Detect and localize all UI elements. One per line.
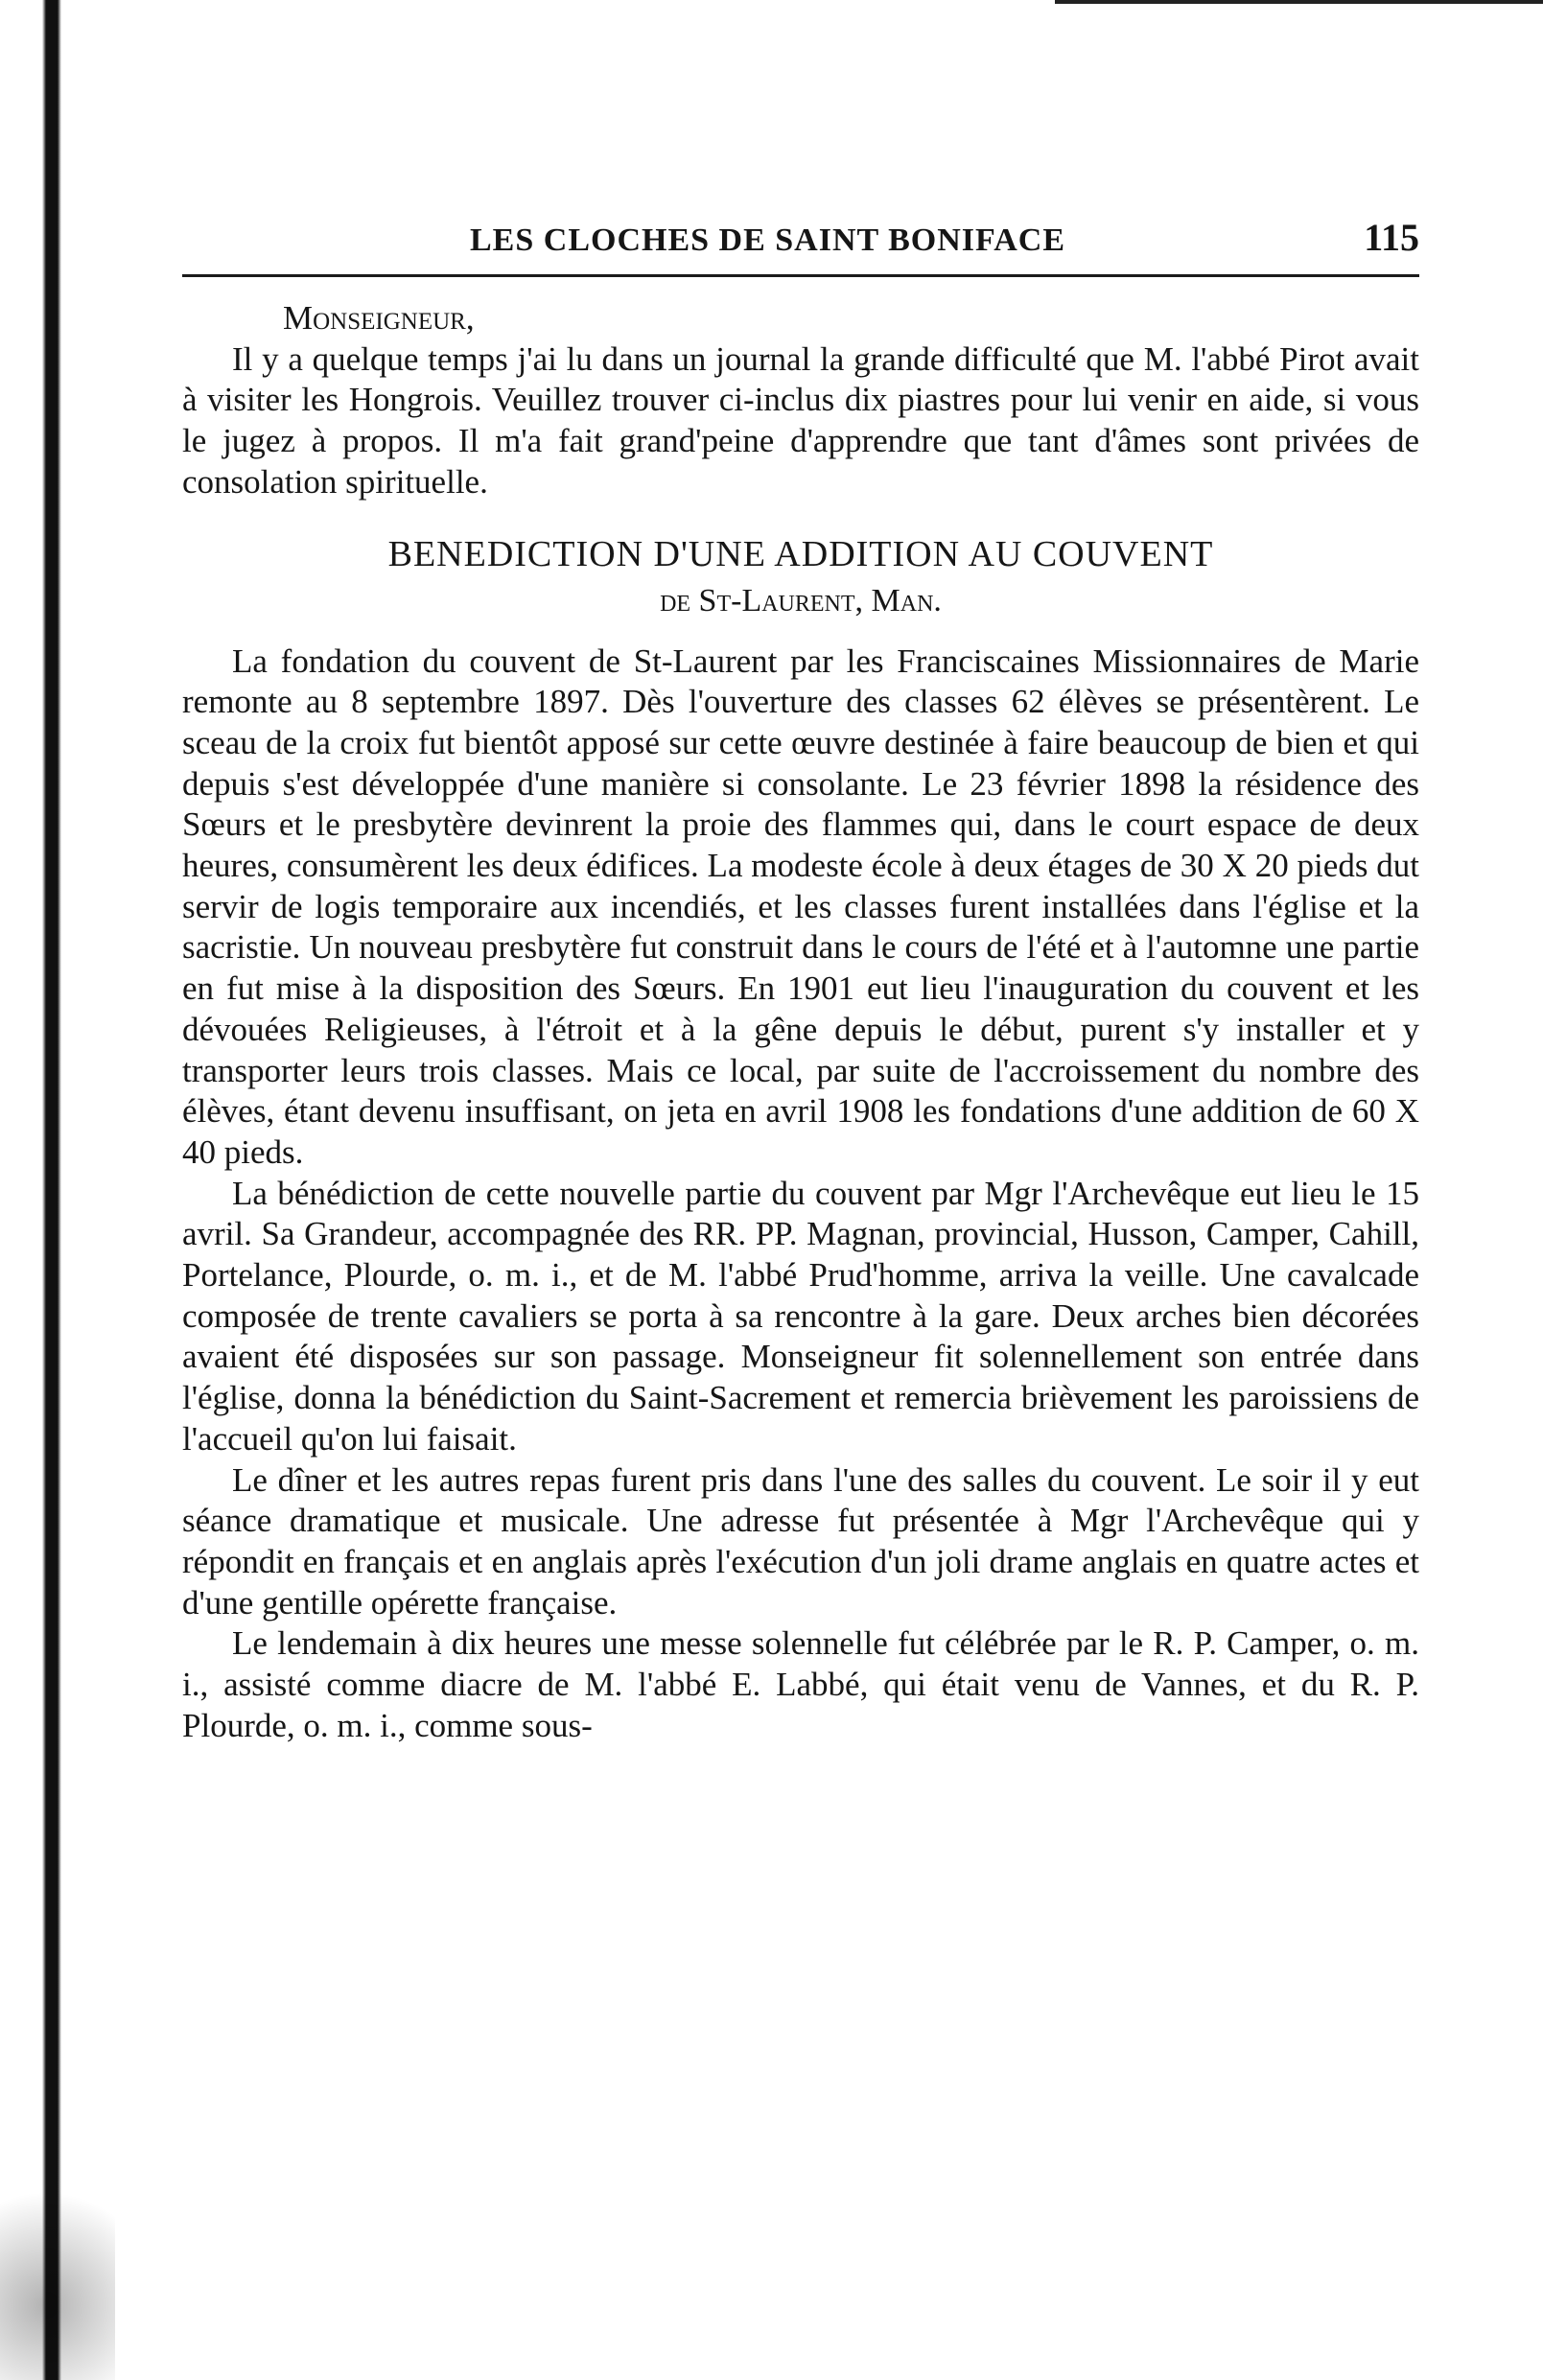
scan-speckle [0, 2131, 115, 2380]
section-title: BENEDICTION D'UNE ADDITION AU COUVENT [387, 533, 1214, 574]
book-page [182, 211, 1419, 1747]
header-rule [182, 274, 1419, 277]
section-subtitle: de St-Laurent, Man. [660, 582, 942, 618]
paragraph: Le dîner et les autres repas furent pris dans l'une des salles du couvent. Le soir il y eut séance dramatique et musicale. Une adresse fut présentée à Mgr l'Archevêque qui y répondit en français et en anglais après l'exécution d'un joli drame anglais en quatre actes et d'une gentille opérette française. [182, 1460, 1419, 1622]
letter-body: Il y a quelque temps j'ai lu dans un journal la grande difficulté que M. l'abbé Pirot avait à visiter les Hongrois. Veuillez trouver ci-inclus dix piastres pour lui venir en aide, si vous le jugez à propos. Il m'a fait grand'peine d'apprendre que tant d'âmes sont privées de consolation spirituelle. [182, 339, 1419, 501]
scan-top-edge [1055, 0, 1543, 4]
paragraph: La bénédiction de cette nouvelle partie du couvent par Mgr l'Archevêque eut lieu le 15 avril. Sa Grandeur, accompagnée des RR. PP. Magnan, provincial, Husson, Camper, Cahill, Portelance, Plourde, o. m. i., et de M. l'abbé Prud'homme, arriva la veille. Une cavalcade composée de trente cavaliers se porta à sa rencontre à la gare. Deux arches bien décorées avaient été disposées sur son passage. Monseigneur fit solennellement son entrée dans l'église, donna la bénédiction du Saint-Sacrement et remercia brièvement les paroissiens de l'accueil qu'on lui faisait. [182, 1174, 1419, 1458]
binding-edge [0, 0, 67, 2380]
letter-salutation: Monseigneur, [283, 299, 475, 337]
running-title: LES CLOCHES DE SAINT BONIFACE [470, 222, 1066, 258]
running-head [182, 211, 1419, 268]
page-number: 115 [1364, 216, 1419, 259]
paragraph: Le lendemain à dix heures une messe solennelle fut célébrée par le R. P. Camper, o. m. i., assisté comme diacre de M. l'abbé E. Labbé, qui était venu de Vannes, et du R. P. Plourde, o. m. i., comme sous- [182, 1624, 1419, 1744]
paragraph: La fondation du couvent de St-Laurent par les Franciscaines Missionnaires de Marie remonte au 8 septembre 1897. Dès l'ouverture des classes 62 élèves se présentèrent. Le sceau de la croix fut bientôt apposé sur cette œuvre destinée à faire beaucoup de bien et qui depuis s'est développée d'une manière si consolante. Le 23 février 1898 la résidence des Sœurs et le presbytère devinrent la proie des flammes qui, dans le court espace de deux heures, consumèrent les deux édifices. La modeste école à deux étages de 30 X 20 pieds dut servir de logis temporaire aux incendiés, et les classes furent installées dans l'église et la sacristie. Un nouveau presbytère fut construit dans le cours de l'été et à l'automne une partie en fut mise à la disposition des Sœurs. En 1901 eut lieu l'inauguration du couvent et les dévouées Religieuses, à l'étroit et à la gêne depuis le début, purent s'y installer et y transporter leurs trois classes. Mais ce local, par suite de l'accroissement du nombre des élèves, étant devenu insuffisant, on jeta en avril 1908 les fondations d'une addition de 60 X 40 pieds. [182, 642, 1419, 1171]
